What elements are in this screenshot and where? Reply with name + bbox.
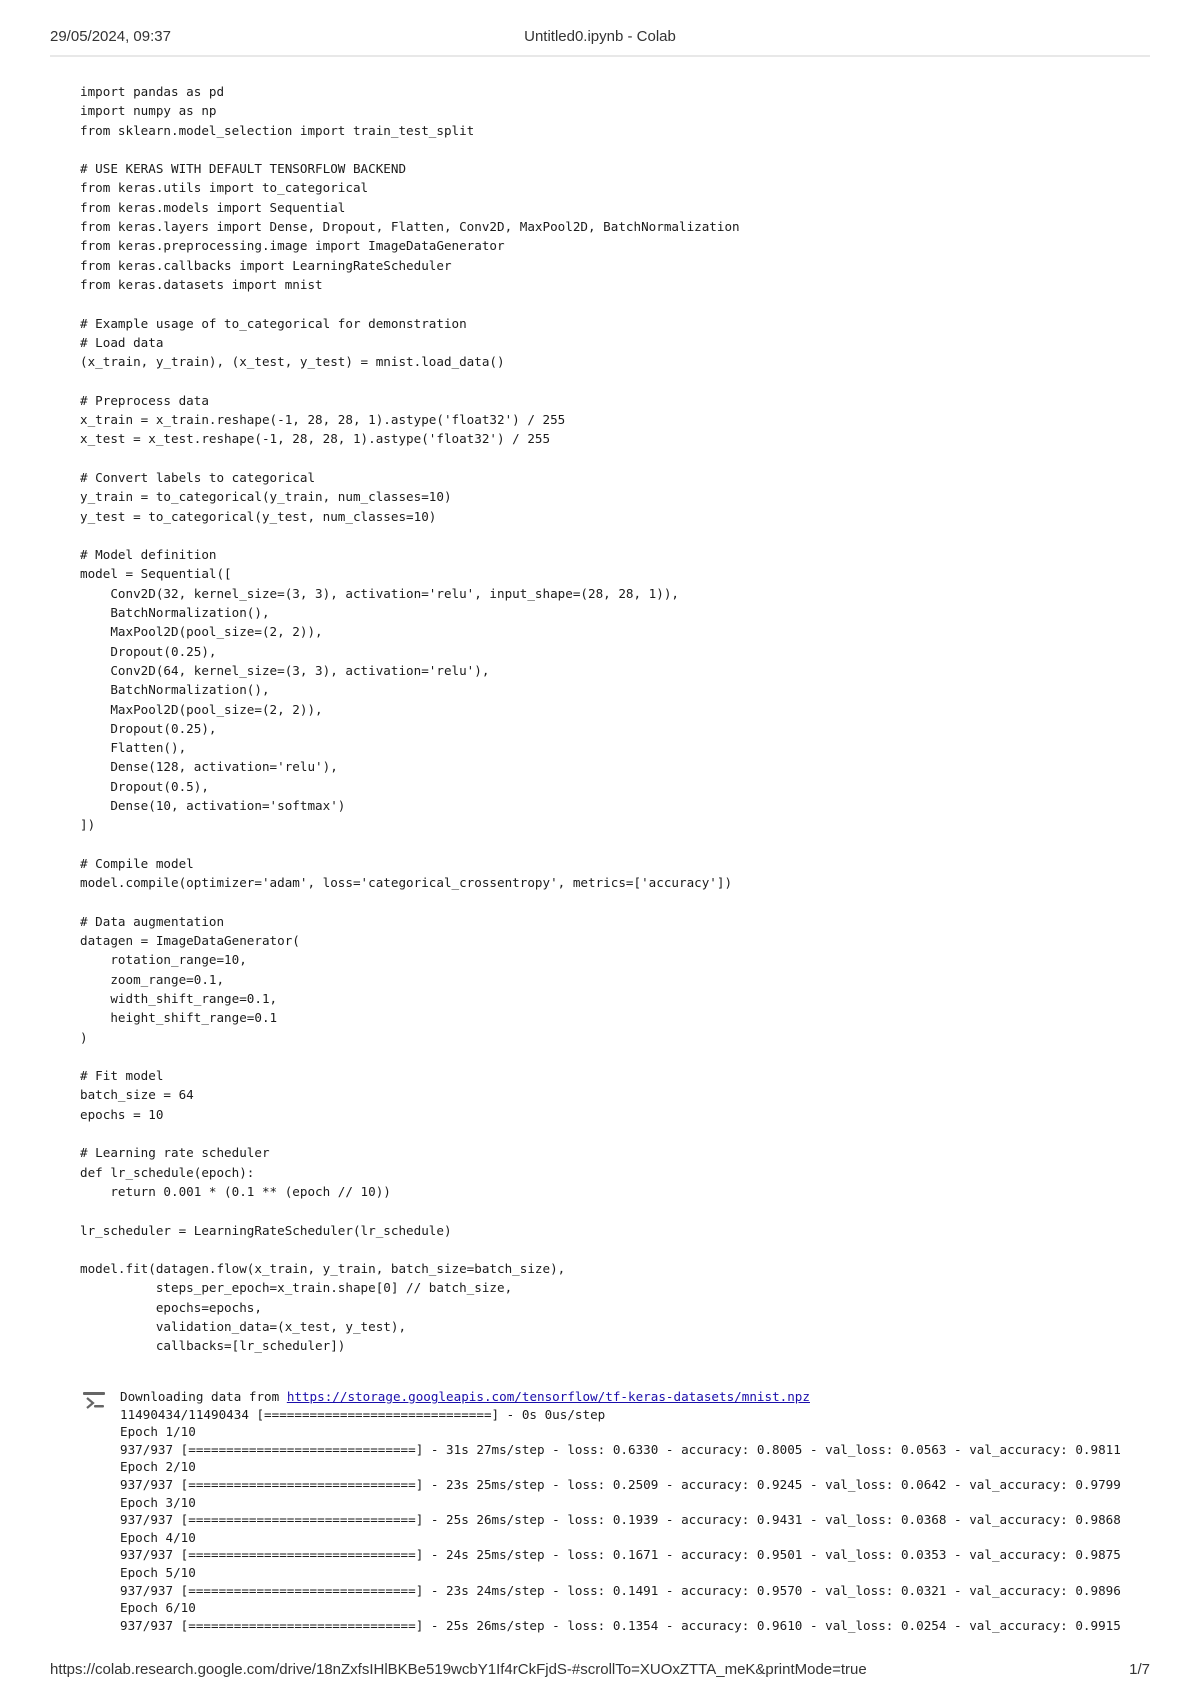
- download-line: [120, 1388, 1160, 1406]
- code-line: epochs = 10: [80, 1106, 164, 1122]
- code-line: from keras.models import Sequential: [80, 199, 346, 215]
- download-prefix: Downloading data from: [120, 1389, 287, 1404]
- print-datetime: 29/05/2024, 09:37: [50, 28, 171, 45]
- code-line: Dense(10, activation='softmax'): [80, 797, 346, 813]
- code-line: [80, 140, 1160, 159]
- code-line: validation_data=(x_test, y_test),: [80, 1319, 407, 1334]
- code-line: # Compile model: [80, 855, 194, 871]
- code-line: BatchNormalization(),: [80, 682, 270, 698]
- code-line: BatchNormalization(),: [80, 605, 270, 621]
- code-line: x_test = x_test.reshape(-1, 28, 28, 1).astype('float32') / 255: [80, 431, 551, 447]
- code-line: steps_per_epoch=x_train.shape[0] // batch_size,: [80, 1280, 513, 1296]
- code-line: [80, 1124, 1160, 1143]
- code-line: Dense(128, activation='relu'),: [80, 759, 338, 775]
- code-line: from sklearn.model_selection import train_test_split: [80, 122, 475, 138]
- code-line: # Convert labels to categorical: [80, 469, 316, 485]
- code-line: # Fit model: [80, 1068, 164, 1084]
- output-line: Epoch 6/10: [120, 1600, 196, 1616]
- code-line: [80, 526, 1160, 545]
- code-line: from keras.layers import Dense, Dropout, Flatten, Conv2D, MaxPool2D, BatchNormalization: [80, 219, 740, 235]
- code-line: Conv2D(32, kernel_size=(3, 3), activation='relu', input_shape=(28, 28, 1)),: [80, 585, 679, 601]
- code-line: model = Sequential([: [80, 566, 232, 582]
- code-line: y_train = to_categorical(y_train, num_classes=10): [80, 489, 452, 505]
- header-divider: [50, 55, 1150, 57]
- code-line: [80, 892, 1160, 911]
- code-line: # Preprocess data: [80, 392, 209, 408]
- code-line: [80, 1240, 1160, 1259]
- output-line: Epoch 1/10: [120, 1424, 196, 1440]
- output-line: 11490434/11490434 [==============================] - 0s 0us/step: [120, 1406, 606, 1422]
- code-line: Dropout(0.25),: [80, 643, 217, 659]
- code-line: ): [80, 1029, 88, 1045]
- code-line: import numpy as np: [80, 103, 217, 119]
- code-line: # Data augmentation: [80, 913, 225, 929]
- print-url: https://colab.research.google.com/drive/18nZxfsIHlBKBe519wcbY1If4rCkFjdS-#scrollTo=XUOxZTTA_meK&printMode=true: [50, 1661, 867, 1678]
- code-line: batch_size = 64: [80, 1087, 194, 1103]
- code-line: [80, 1047, 1160, 1066]
- print-footer: [50, 1661, 1150, 1683]
- code-line: height_shift_range=0.1: [80, 1010, 278, 1026]
- output-line: 937/937 [==============================] - 24s 25ms/step - loss: 0.1671 - accuracy: 0.9501 - val_loss: 0.0353 - val_accuracy: 0.9875: [120, 1547, 1121, 1563]
- code-line: y_test = to_categorical(y_test, num_classes=10): [80, 508, 437, 524]
- code-line: ]): [80, 817, 96, 833]
- code-line: # Example usage of to_categorical for demonstration: [80, 315, 467, 331]
- code-line: width_shift_range=0.1,: [80, 990, 278, 1006]
- print-header: [50, 28, 1150, 50]
- code-line: Dropout(0.25),: [80, 720, 217, 736]
- code-line: lr_scheduler = LearningRateScheduler(lr_schedule): [80, 1222, 452, 1238]
- code-line: (x_train, y_train), (x_test, y_test) = mnist.load_data(): [80, 354, 505, 370]
- code-line: x_train = x_train.reshape(-1, 28, 28, 1).astype('float32') / 255: [80, 412, 566, 428]
- code-line: from keras.preprocessing.image import ImageDataGenerator: [80, 238, 505, 254]
- code-line: # USE KERAS WITH DEFAULT TENSORFLOW BACKEND: [80, 161, 407, 177]
- code-line: # Load data: [80, 334, 164, 350]
- code-line: Dropout(0.5),: [80, 778, 209, 794]
- code-line: from keras.utils import to_categorical: [80, 180, 369, 196]
- code-line: rotation_range=10,: [80, 952, 247, 968]
- code-cell[interactable]: [80, 82, 1160, 1356]
- code-line: MaxPool2D(pool_size=(2, 2)),: [80, 701, 323, 717]
- code-line: def lr_schedule(epoch):: [80, 1164, 255, 1180]
- code-line: datagen = ImageDataGenerator(: [80, 933, 300, 949]
- code-line: import pandas as pd: [80, 84, 225, 99]
- code-line: from keras.datasets import mnist: [80, 276, 323, 292]
- output-line: 937/937 [==============================] - 25s 26ms/step - loss: 0.1939 - accuracy: 0.9431 - val_loss: 0.0368 - val_accuracy: 0.9868: [120, 1512, 1121, 1528]
- output-line: 937/937 [==============================] - 31s 27ms/step - loss: 0.6330 - accuracy: 0.8005 - val_loss: 0.0563 - val_accuracy: 0.9811: [120, 1441, 1121, 1457]
- output-line: 937/937 [==============================] - 23s 24ms/step - loss: 0.1491 - accuracy: 0.9570 - val_loss: 0.0321 - val_accuracy: 0.9896: [120, 1582, 1121, 1598]
- output-toggle-icon[interactable]: [82, 1391, 106, 1409]
- code-line: [80, 835, 1160, 854]
- output-line: Epoch 4/10: [120, 1529, 196, 1545]
- code-line: Flatten(),: [80, 740, 187, 756]
- code-line: MaxPool2D(pool_size=(2, 2)),: [80, 624, 323, 640]
- print-page-title: Untitled0.ipynb - Colab: [524, 28, 676, 45]
- code-line: # Learning rate scheduler: [80, 1145, 270, 1161]
- output-line: 937/937 [==============================] - 23s 25ms/step - loss: 0.2509 - accuracy: 0.9245 - val_loss: 0.0642 - val_accuracy: 0.9799: [120, 1476, 1121, 1492]
- code-line: return 0.001 * (0.1 ** (epoch // 10)): [80, 1183, 391, 1199]
- code-line: from keras.callbacks import LearningRateScheduler: [80, 257, 452, 273]
- code-line: [80, 449, 1160, 468]
- page-number: 1/7: [1129, 1661, 1150, 1678]
- code-line: [80, 371, 1160, 390]
- output-text: [120, 1388, 1160, 1634]
- output-line: Epoch 3/10: [120, 1494, 196, 1510]
- code-line: model.fit(datagen.flow(x_train, y_train, batch_size=batch_size),: [80, 1261, 566, 1277]
- code-line: # Model definition: [80, 547, 217, 563]
- code-line: callbacks=[lr_scheduler]): [80, 1338, 346, 1354]
- code-line: epochs=epochs,: [80, 1299, 262, 1315]
- output-line: Epoch 5/10: [120, 1564, 196, 1580]
- code-line: zoom_range=0.1,: [80, 971, 225, 987]
- code-line: [80, 294, 1160, 313]
- output-line: 937/937 [==============================] - 25s 26ms/step - loss: 0.1354 - accuracy: 0.9610 - val_loss: 0.0254 - val_accuracy: 0.9915: [120, 1617, 1121, 1633]
- code-line: Conv2D(64, kernel_size=(3, 3), activation='relu'),: [80, 662, 490, 678]
- code-line: [80, 1201, 1160, 1220]
- code-line: model.compile(optimizer='adam', loss='categorical_crossentropy', metrics=['accuracy']): [80, 875, 733, 891]
- output-line: Epoch 2/10: [120, 1459, 196, 1475]
- download-link[interactable]: https://storage.googleapis.com/tensorflow/tf-keras-datasets/mnist.npz: [286, 1389, 810, 1404]
